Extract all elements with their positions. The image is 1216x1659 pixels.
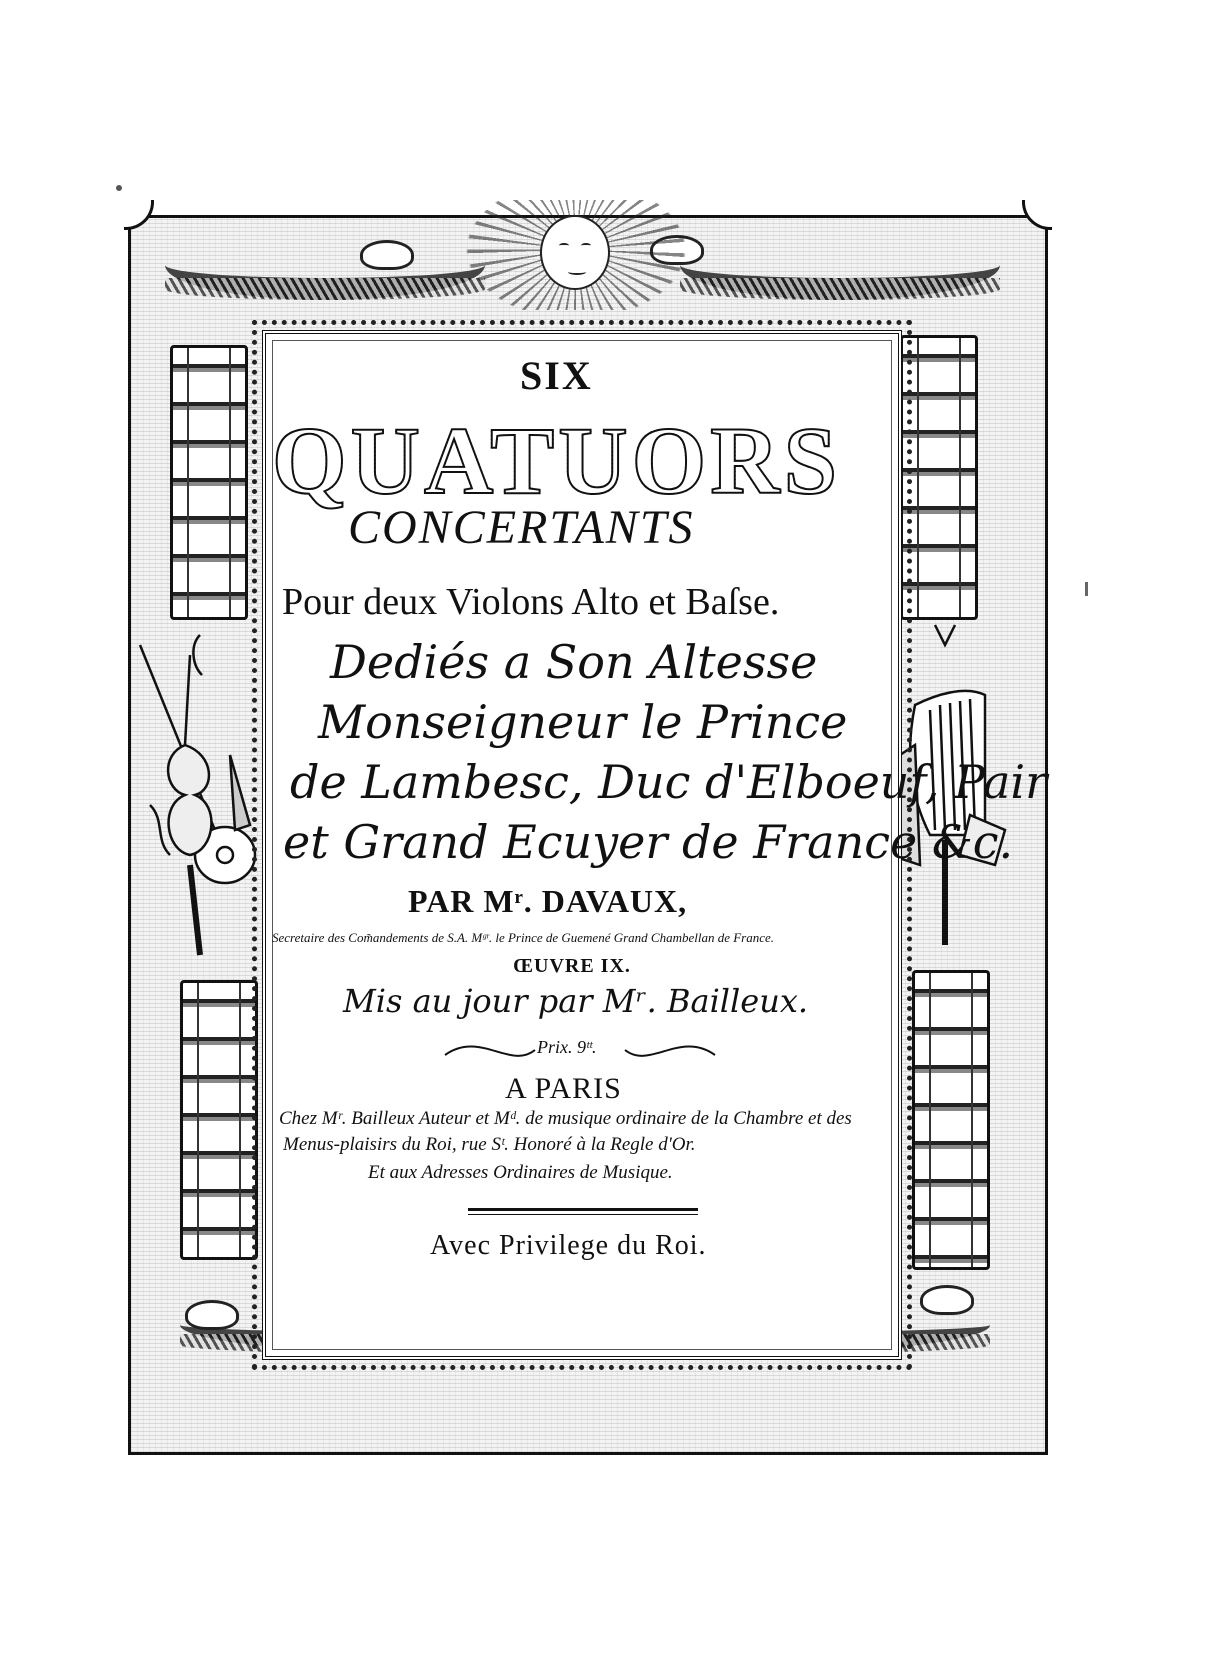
address-line-3: Et aux Adresses Ordinaires de Musique.: [368, 1162, 673, 1183]
dedication-line-3: de Lambesc, Duc d'Elboeuf, Pair: [290, 755, 1048, 809]
dedication-line-4: et Grand Ecuyer de France &c.: [283, 815, 1014, 869]
instrumentation-line: Pour deux Violons Alto et Baſse.: [282, 581, 780, 623]
divider-rule: [468, 1208, 698, 1211]
ribbon-bow-icon: [920, 1285, 974, 1315]
sun-eye: [559, 243, 569, 248]
opus-line: ŒUVRE IX.: [513, 955, 631, 977]
dedication-line-1: Dediés a Son Altesse: [330, 635, 818, 689]
sun-eye: [581, 243, 591, 248]
ink-speck: [116, 185, 122, 191]
fluted-column-icon: [180, 980, 258, 1260]
sun-mouth: [568, 269, 586, 275]
fluted-column-icon: [170, 345, 248, 620]
address-line-1: Chez Mʳ. Bailleux Auteur et Mᵈ. de musique ordinaire de la Chambre et des: [279, 1108, 852, 1129]
composer-line: PAR Mʳ. DAVAUX,: [408, 883, 688, 919]
ribbon-bow-icon: [360, 240, 414, 270]
laurel-garland-icon: [165, 230, 485, 300]
dedication-line-2: Monseigneur le Prince: [318, 695, 848, 749]
privilege-line: Avec Privilege du Roi.: [430, 1230, 707, 1261]
laurel-garland-icon: [680, 230, 1000, 300]
address-line-2: Menus-plaisirs du Roi, rue Sᵗ. Honoré à la Regle d'Or.: [283, 1134, 696, 1155]
ink-speck: [1085, 582, 1088, 596]
title-quatuors: QUATUORS: [272, 407, 841, 514]
ribbon-bow-icon: [185, 1300, 239, 1330]
title-six: SIX: [520, 353, 593, 398]
title-concertants: CONCERTANTS: [348, 501, 695, 554]
city-line: A PARIS: [505, 1072, 622, 1105]
composer-title-line: Secretaire des Com̃andements de S.A. Mᵍʳ. le Prince de Guemené Grand Chambellan de France.: [272, 930, 775, 945]
fluted-column-icon: [912, 970, 990, 1270]
violin-mandolin-trophy-icon: [130, 625, 270, 975]
price-line: Prix. 9ᵗᵗ.: [537, 1037, 597, 1057]
sun-face-icon: [540, 215, 610, 290]
publisher-line: Mis au jour par Mʳ. Bailleux.: [343, 982, 809, 1020]
